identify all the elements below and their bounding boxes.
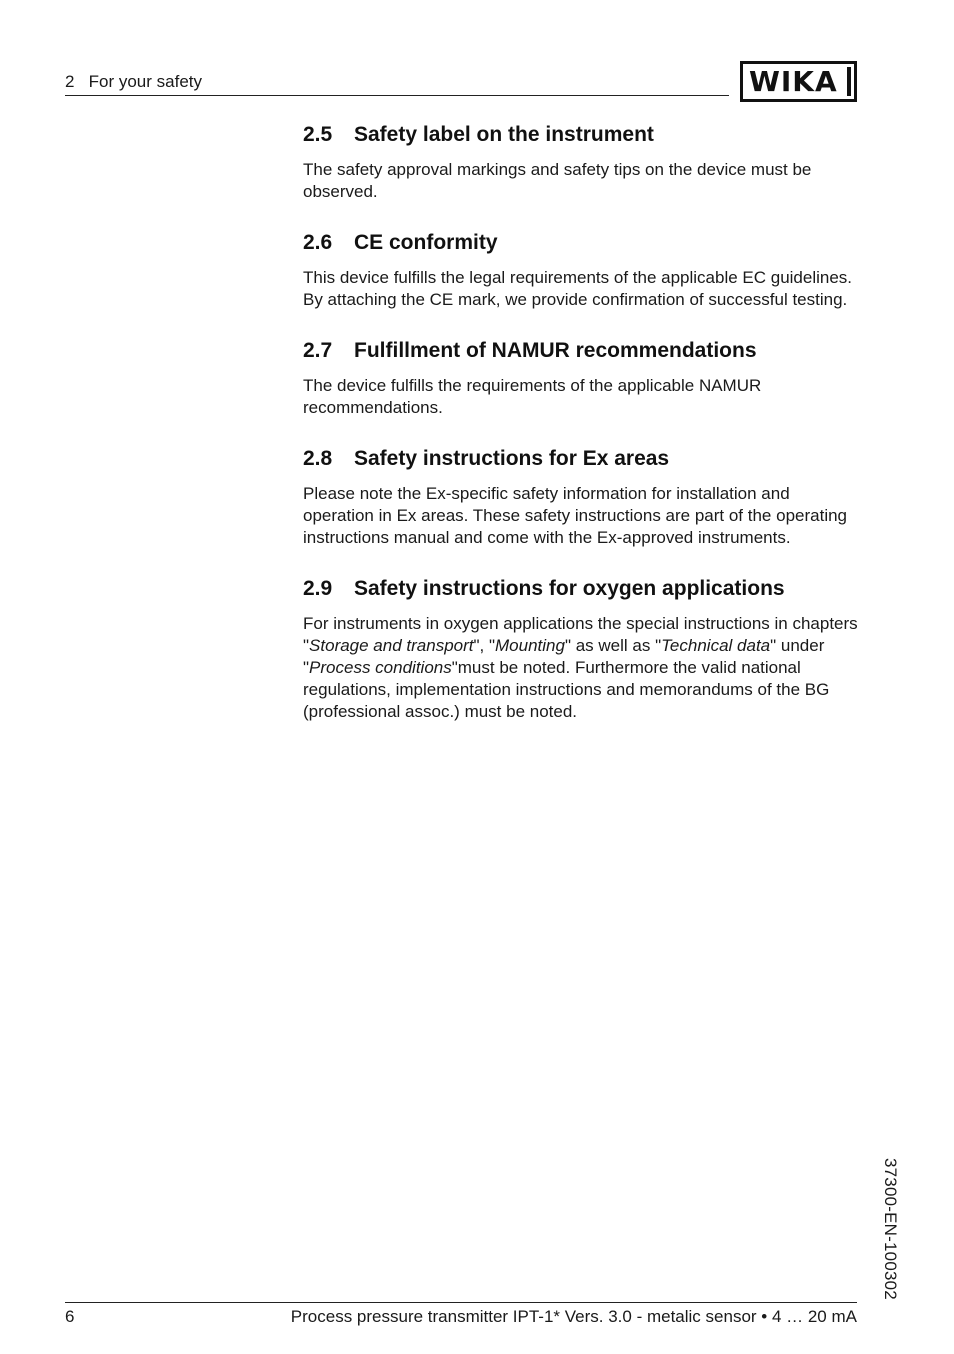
section-body: This device fulfills the legal requirements of the applicable EC guidelines. By attaching the CE mark, we provide confirmation of successful testing. [303, 268, 853, 309]
header-rule [65, 95, 729, 96]
section-2-8 [303, 445, 863, 549]
section-number: 2.6 [303, 231, 333, 254]
section-heading [303, 337, 863, 365]
chapter-reference: Technical data [661, 636, 771, 655]
section-title: Safety instructions for oxygen applications [354, 577, 785, 600]
body-text: "must be noted. Furthermore the valid national regulations, implementation instructions and memorandums of the BG (professional assoc.) must be noted. [303, 658, 830, 721]
section-body [303, 613, 863, 723]
running-header: 2 For your safety [65, 72, 202, 91]
wika-logo [740, 61, 857, 102]
footer-rule [65, 1302, 857, 1303]
logo-bar [847, 67, 851, 96]
chapter-reference: Process conditions [309, 658, 452, 677]
document-id: 37300-EN-100302 [881, 1158, 900, 1300]
section-2-7 [303, 337, 863, 419]
body-text: For instruments in oxygen applications the special instructions in chapters " [303, 614, 858, 655]
section-number: 2.5 [303, 123, 333, 146]
section-number: 2.8 [303, 447, 333, 470]
section-title: Fulfillment of NAMUR recommendations [354, 339, 757, 362]
section-title: CE conformity [354, 231, 498, 254]
section-title: Safety instructions for Ex areas [354, 447, 670, 470]
section-heading [303, 445, 863, 473]
section-heading [303, 121, 863, 149]
section-number: 2.7 [303, 339, 333, 362]
page-number: 6 [65, 1307, 75, 1326]
section-2-6 [303, 229, 863, 311]
chapter-reference: Mounting [495, 636, 565, 655]
body-text: ", " [473, 636, 496, 655]
section-body: The safety approval markings and safety tips on the device must be observed. [303, 160, 812, 201]
section-body: Please note the Ex-specific safety information for installation and operation in Ex areas. These safety instructions are part of the operating instructions manual and come with the Ex-approved instruments. [303, 484, 847, 547]
footer-title: Process pressure transmitter IPT-1* Vers. 3.0 - metalic sensor • 4 … 20 mA [290, 1307, 857, 1326]
section-number: 2.9 [303, 577, 333, 600]
body-text: " under " [303, 636, 825, 677]
section-body: The device fulfills the requirements of the applicable NAMUR recommendations. [303, 376, 762, 417]
chapter-reference: Storage and transport [309, 636, 474, 655]
logo-text: WIKA [749, 64, 838, 98]
section-2-9 [303, 575, 863, 723]
section-heading [303, 575, 863, 603]
section-title: Safety label on the instrument [354, 123, 654, 146]
page-content [303, 121, 863, 749]
section-heading [303, 229, 863, 257]
body-text: " as well as " [564, 636, 662, 655]
section-2-5 [303, 121, 863, 203]
